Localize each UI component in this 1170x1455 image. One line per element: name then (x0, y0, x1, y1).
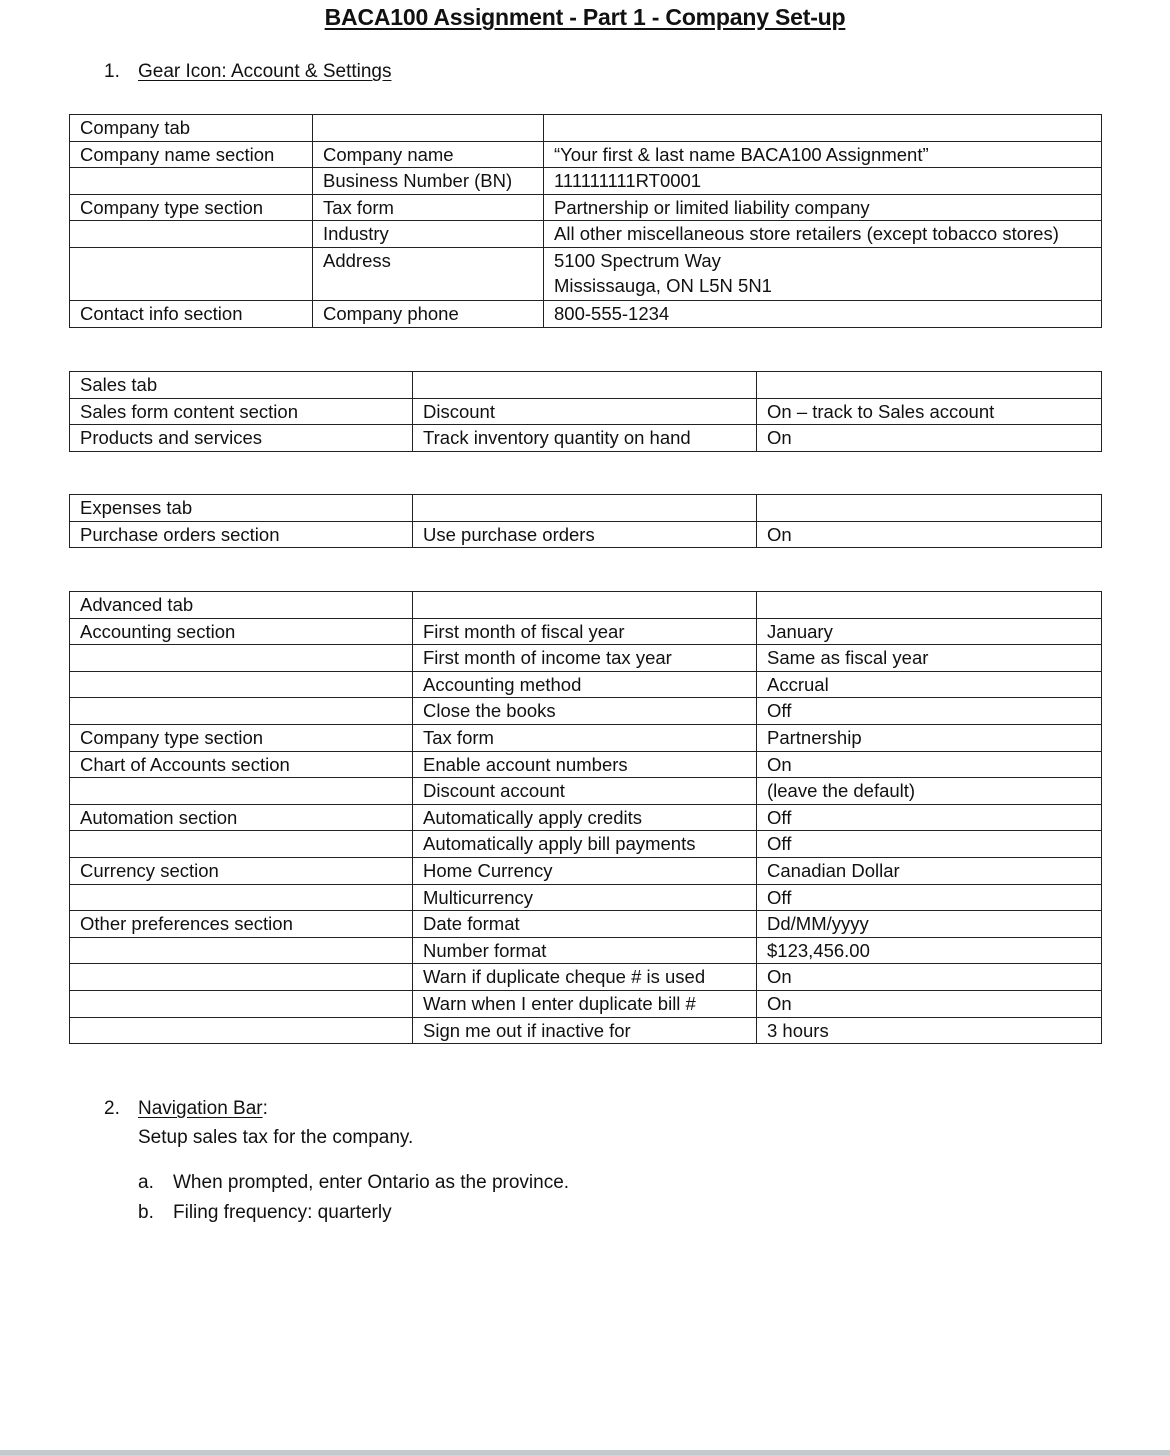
list-item-marker: a. (138, 1172, 154, 1193)
table-cell (313, 115, 544, 142)
table-cell: Warn if duplicate cheque # is used (413, 964, 757, 991)
table-cell: On – track to Sales account (757, 398, 1102, 425)
table-cell: First month of fiscal year (413, 618, 757, 645)
table-cell: Same as fiscal year (757, 645, 1102, 672)
table-row (70, 857, 1102, 884)
table-row (70, 301, 1102, 328)
section-2-label: Navigation Bar (138, 1098, 263, 1119)
table-cell (70, 778, 413, 805)
table-cell: Tax form (413, 724, 757, 751)
company-tab-table (69, 114, 1102, 328)
section-1-heading (104, 61, 391, 83)
table-cell: Enable account numbers (413, 751, 757, 778)
table-row (70, 398, 1102, 425)
table-cell: Expenses tab (70, 495, 413, 522)
table-row (70, 698, 1102, 725)
table-row (70, 937, 1102, 964)
advanced-tab-table (69, 591, 1102, 1044)
table-cell: Currency section (70, 857, 413, 884)
table-cell: Company name section (70, 141, 313, 168)
table-row (70, 194, 1102, 221)
table-cell: Canadian Dollar (757, 857, 1102, 884)
table-cell: Company tab (70, 115, 313, 142)
table-cell: Sign me out if inactive for (413, 1017, 757, 1044)
table-cell: Accounting section (70, 618, 413, 645)
table-cell: Contact info section (70, 301, 313, 328)
expenses-tab-table (69, 494, 1102, 548)
section-2-colon: : (262, 1098, 268, 1119)
table-cell (70, 247, 313, 300)
table-cell (70, 671, 413, 698)
table-cell: Discount (413, 398, 757, 425)
section-1-number: 1. (104, 61, 120, 82)
table-cell (757, 495, 1102, 522)
table-row (70, 221, 1102, 248)
address-line-2: Mississauga, ON L5N 5N1 (554, 274, 772, 296)
table-row (70, 724, 1102, 751)
table-cell: On (757, 425, 1102, 452)
table-cell (757, 372, 1102, 399)
table-cell: All other miscellaneous store retailers (except tobacco stores) (544, 221, 1102, 248)
table-cell (70, 990, 413, 1017)
table-cell: Products and services (70, 425, 413, 452)
table-cell: First month of income tax year (413, 645, 757, 672)
table-row (70, 168, 1102, 195)
table-row (70, 372, 1102, 399)
section-1-label: Gear Icon: Account & Settings (138, 61, 392, 82)
table-cell (70, 964, 413, 991)
address-line-1: 5100 Spectrum Way (554, 249, 721, 271)
table-cell: Accounting method (413, 671, 757, 698)
table-cell: On (757, 990, 1102, 1017)
table-cell: Accrual (757, 671, 1102, 698)
table-cell: $123,456.00 (757, 937, 1102, 964)
table-cell: Business Number (BN) (313, 168, 544, 195)
table-cell: Other preferences section (70, 911, 413, 938)
table-cell: Company type section (70, 724, 413, 751)
table-cell: Company type section (70, 194, 313, 221)
table-row (70, 990, 1102, 1017)
table-cell: Sales form content section (70, 398, 413, 425)
table-cell: Use purchase orders (413, 521, 757, 548)
table-cell (70, 831, 413, 858)
list-item-text: Filing frequency: quarterly (173, 1202, 392, 1223)
page-bottom-edge (0, 1450, 1170, 1455)
table-cell: Automatically apply credits (413, 804, 757, 831)
table-cell: On (757, 751, 1102, 778)
table-row (70, 247, 1102, 300)
table-cell: Chart of Accounts section (70, 751, 413, 778)
table-cell: Off (757, 698, 1102, 725)
address-cell (544, 247, 1102, 300)
table-cell: Dd/MM/yyyy (757, 911, 1102, 938)
table-cell: Automatically apply bill payments (413, 831, 757, 858)
table-cell: 800-555-1234 (544, 301, 1102, 328)
table-cell: Industry (313, 221, 544, 248)
table-cell: 3 hours (757, 1017, 1102, 1044)
table-row (70, 831, 1102, 858)
table-row (70, 521, 1102, 548)
table-cell: Track inventory quantity on hand (413, 425, 757, 452)
table-cell: Partnership or limited liability company (544, 194, 1102, 221)
table-cell: Discount account (413, 778, 757, 805)
table-cell: Automation section (70, 804, 413, 831)
table-row (70, 115, 1102, 142)
table-row (70, 425, 1102, 452)
table-cell: Partnership (757, 724, 1102, 751)
table-row (70, 884, 1102, 911)
table-cell (757, 592, 1102, 619)
table-cell (413, 592, 757, 619)
list-item (138, 1202, 392, 1224)
table-cell: Sales tab (70, 372, 413, 399)
table-row (70, 645, 1102, 672)
section-2-heading (104, 1098, 268, 1120)
list-item-marker: b. (138, 1202, 154, 1223)
table-cell (70, 884, 413, 911)
section-2-number: 2. (104, 1098, 120, 1119)
table-cell (70, 698, 413, 725)
table-row (70, 618, 1102, 645)
list-item (138, 1172, 569, 1194)
table-cell (413, 495, 757, 522)
table-cell: Purchase orders section (70, 521, 413, 548)
table-cell: Multicurrency (413, 884, 757, 911)
section-2-paragraph: Setup sales tax for the company. (138, 1127, 414, 1148)
table-cell: On (757, 521, 1102, 548)
table-row (70, 1017, 1102, 1044)
table-cell: Off (757, 884, 1102, 911)
table-cell: January (757, 618, 1102, 645)
table-row (70, 141, 1102, 168)
table-cell: (leave the default) (757, 778, 1102, 805)
table-cell (70, 1017, 413, 1044)
table-cell (70, 937, 413, 964)
table-cell: 111111111RT0001 (544, 168, 1102, 195)
table-cell: Address (313, 247, 544, 300)
table-cell: Home Currency (413, 857, 757, 884)
table-cell: Warn when I enter duplicate bill # (413, 990, 757, 1017)
table-row (70, 804, 1102, 831)
table-cell: Number format (413, 937, 757, 964)
list-item-text: When prompted, enter Ontario as the province. (173, 1172, 570, 1193)
table-row (70, 778, 1102, 805)
table-cell: Company phone (313, 301, 544, 328)
table-row (70, 911, 1102, 938)
table-cell: Date format (413, 911, 757, 938)
table-cell: Off (757, 804, 1102, 831)
table-cell: Close the books (413, 698, 757, 725)
table-cell (544, 115, 1102, 142)
table-row (70, 495, 1102, 522)
table-row (70, 592, 1102, 619)
table-cell: Advanced tab (70, 592, 413, 619)
table-cell: “Your first & last name BACA100 Assignment” (544, 141, 1102, 168)
table-cell (413, 372, 757, 399)
table-row (70, 964, 1102, 991)
sales-tab-table (69, 371, 1102, 452)
table-cell: Tax form (313, 194, 544, 221)
table-cell: On (757, 964, 1102, 991)
document-title: BACA100 Assignment - Part 1 - Company Set-up (324, 4, 846, 30)
table-cell: Off (757, 831, 1102, 858)
table-cell (70, 221, 313, 248)
table-row (70, 751, 1102, 778)
table-cell: Company name (313, 141, 544, 168)
table-cell (70, 168, 313, 195)
table-cell (70, 645, 413, 672)
table-row (70, 671, 1102, 698)
